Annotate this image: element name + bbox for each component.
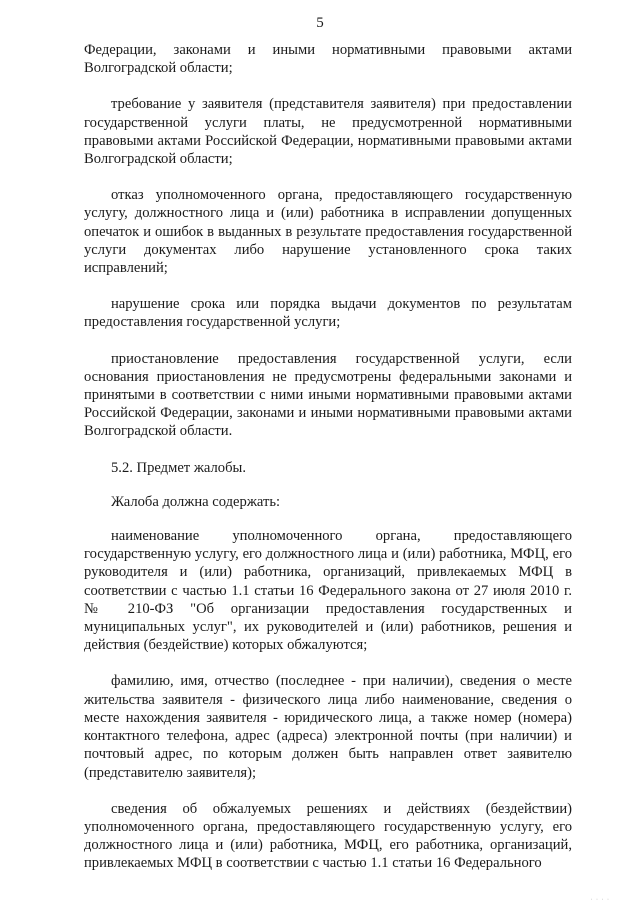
scan-artifact: · · · ·: [590, 897, 610, 903]
page-number: 5: [316, 15, 324, 31]
paragraph-service-suspension: приостановление предоставления государственной услуги, если основания приостановления не предусмотрены федеральными законами и принятыми в соответствии с ними иными нормативными правовыми актами Российской Федерации, законами и иными нормативными правовыми актами Волгоградской области.: [84, 350, 572, 440]
paragraph-correction-refusal: отказ уполномоченного органа, предоставляющего государственную услугу, должностного лица и (или) работника в исправлении допущенных опечаток и ошибок в выданных в результате предоставления государственной услуги документах либо нарушение установленного срока таких исправлений;: [84, 187, 572, 277]
document-body: [84, 41, 572, 891]
paragraph-appealed-decisions: сведения об обжалуемых решениях и действиях (бездействии) уполномоченного органа, предоставляющего государственную услугу, его должностного лица и (или) работника, МФЦ, его работника, организаций, привлекаемых МФЦ в соответствии с частью 1.1 статьи 16 Федерального: [84, 800, 572, 872]
paragraph-payment-requirement: требование у заявителя (представителя заявителя) при предоставлении государственной услуги платы, не предусмотренной нормативными правовыми актами Российской Федерации, нормативными правовыми актами Волгоградской области;: [84, 96, 572, 168]
paragraph-document-issue-violation: нарушение срока или порядка выдачи документов по результатам предоставления государственной услуги;: [84, 296, 572, 331]
paragraph-applicant-details: фамилию, имя, отчество (последнее - при наличии), сведения о месте жительства заявителя - физического лица либо наименование, сведения о месте нахождения заявителя - юридического лица, а также номер (номера) контактного телефона, адрес (адреса) электронной почты (при наличии) и почтовый адрес, по которым должен быть направлен ответ заявителю (представителю заявителя);: [84, 673, 572, 781]
paragraph-authority-name: наименование уполномоченного органа, предоставляющего государственную услугу, его должностного лица и (или) работника, МФЦ, его руководителя и (или) работника, организаций, привлекаемых МФЦ в соответствии с частью 1.1 статьи 16 Федерального закона от 27 июля 2010 г. № 210-ФЗ "Об организации предоставления государственных и муниципальных услуг", их руководителей и (или) работников, решения и действия (бездействие) которых обжалуются;: [84, 528, 572, 654]
paragraph-complaint-contents-intro: Жалоба должна содержать:: [111, 493, 281, 510]
section-heading-complaint-subject: 5.2. Предмет жалобы.: [111, 459, 246, 476]
paragraph-continuation: Федерации, законами и иными нормативными правовыми актами Волгоградской области;: [84, 42, 572, 77]
